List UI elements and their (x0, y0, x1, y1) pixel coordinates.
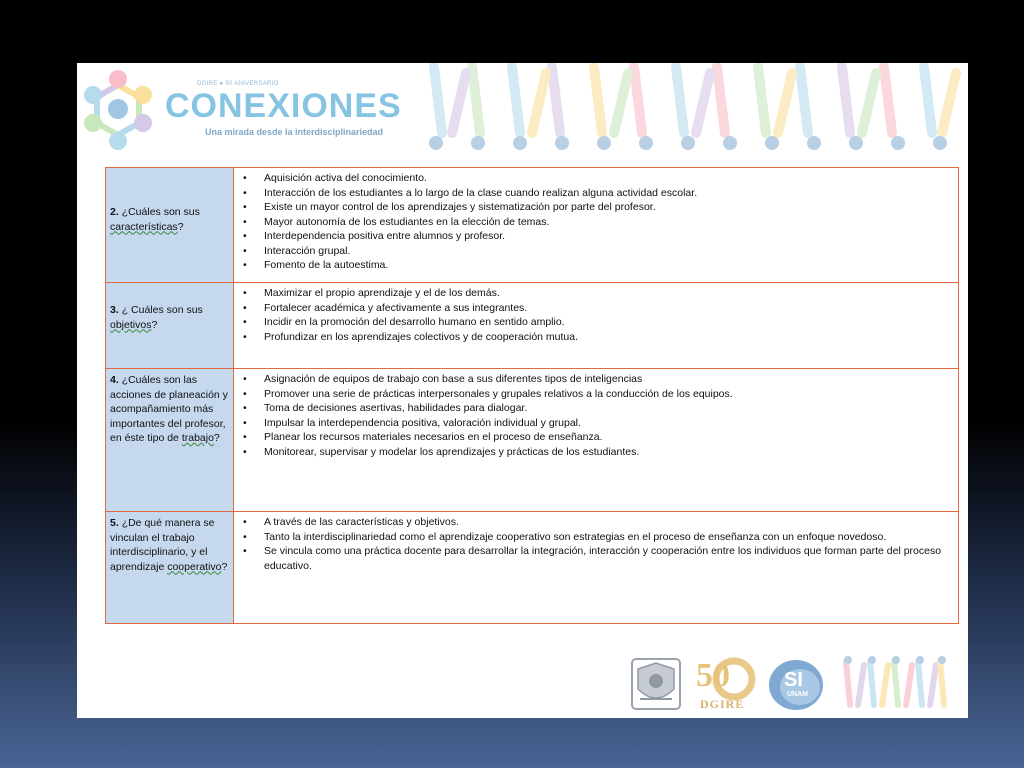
bullet-list (243, 515, 952, 573)
question-text: ¿De qué manera se vinculan el trabajo interdisciplinario, y el aprendizaje (110, 517, 215, 573)
list-item: • Promover una serie de prácticas interpersonales y grupales relativos a la conducción de los equipos. (243, 387, 733, 400)
list-item: • Aquisición activa del conocimiento. (243, 172, 427, 184)
list-item: • A través de las características y objetivos. (243, 516, 459, 528)
question-number: 3. (110, 304, 119, 316)
question-mark: ? (221, 560, 228, 573)
list-item: • Interacción de los estudiantes a lo largo de la clase cuando realizan alguna actividad escolar. (243, 186, 698, 199)
list-item: • Planear los recursos materiales necesarios en el proceso de enseñanza. (243, 431, 603, 443)
question-cell (106, 369, 234, 512)
list-item: • Profundizar en los aprendizajes colectivos y de cooperación mutua. (243, 330, 579, 343)
list-item: • Fortalecer académica y afectivamente a sus integrantes. (243, 301, 528, 314)
question-keyword: cooperativo (167, 560, 222, 573)
decorative-stripes-icon (422, 63, 962, 155)
question-cell (106, 512, 234, 624)
si-label: SI (784, 669, 803, 691)
list-item: • Mayor autonomía de los estudiantes en la elección de temas. (243, 215, 550, 228)
question-mark: ? (213, 432, 220, 444)
molecule-logo-icon (83, 65, 153, 153)
answer-cell (234, 168, 959, 283)
brand-caption: DGIRE ● 50 ANIVERSARIO (197, 81, 279, 87)
bullet-list (243, 171, 952, 273)
question-keyword: trabajo (181, 432, 214, 444)
dgire-50-logo (694, 655, 758, 713)
list-item: • Existe un mayor control de los aprendizajes y sistematización por parte del profesor. (243, 201, 656, 213)
unam-seal-icon (630, 655, 682, 713)
list-item: • Incidir en la promoción del desarrollo humano en sentido amplio. (243, 316, 565, 328)
anniversary-label: DGIRE (700, 697, 745, 711)
content-table (105, 167, 959, 624)
question-mark: ? (177, 220, 184, 233)
brand-subtitle: Una mirada desde la interdisciplinariedad (205, 127, 384, 137)
table-row (106, 512, 959, 624)
list-item: • Interdependencia positiva entre alumnos y profesor. (243, 230, 506, 242)
list-item: • Monitorear, supervisar y modelar los aprendizajes y prácticas de los estudiantes. (243, 445, 640, 458)
bullet-list (243, 372, 952, 459)
question-text: ¿Cuáles son sus (121, 206, 200, 218)
anniversary-number: 50 (696, 657, 730, 694)
table-row (106, 283, 959, 369)
bullet-list (243, 286, 952, 344)
list-item: • Impulsar la interdependencia positiva, valoración individual y grupal. (243, 416, 581, 429)
brand-title: CONEXIONES (165, 87, 402, 125)
slide (77, 63, 968, 718)
table-row (106, 168, 959, 283)
list-item: • Fomento de la autoestima. (243, 259, 389, 271)
question-text: ¿Cuáles son las acciones de planeación y acompañamiento más importantes del profesor, en éste tipo de (110, 374, 228, 444)
list-item: • Se vincula como una práctica docente para desarrollar la integración, interacción y cooperación entre los individuos que forman parte del proceso educativo. (243, 545, 942, 572)
si-unam-logo (767, 657, 825, 713)
answer-cell (234, 369, 959, 512)
question-cell (106, 283, 234, 369)
question-number: 5. (110, 517, 119, 529)
question-keyword: características (110, 220, 178, 233)
question-number: 2. (110, 206, 119, 218)
question-mark: ? (151, 318, 158, 331)
list-item: • Maximizar el propio aprendizaje y el de los demás. (243, 287, 500, 299)
answer-cell (234, 283, 959, 369)
answer-cell (234, 512, 959, 624)
si-sublabel: UNAM (787, 691, 808, 698)
list-item: • Toma de decisiones asertivas, habilidades para dialogar. (243, 402, 528, 414)
list-item: • Asignación de equipos de trabajo con base a sus diferentes tipos de inteligencias (243, 373, 643, 385)
table-row (106, 369, 959, 512)
question-cell (106, 168, 234, 283)
question-text: ¿ Cuáles son sus (121, 304, 203, 316)
question-keyword: objetivos (110, 318, 152, 331)
list-item: • Tanto la interdisciplinariedad como el aprendizaje cooperativo son estrategias en el proceso de enseñanza con un enfoque novedoso. (243, 530, 887, 543)
question-number: 4. (110, 374, 119, 386)
list-item: • Interacción grupal. (243, 244, 351, 257)
decorative-stripes-icon (840, 655, 950, 713)
